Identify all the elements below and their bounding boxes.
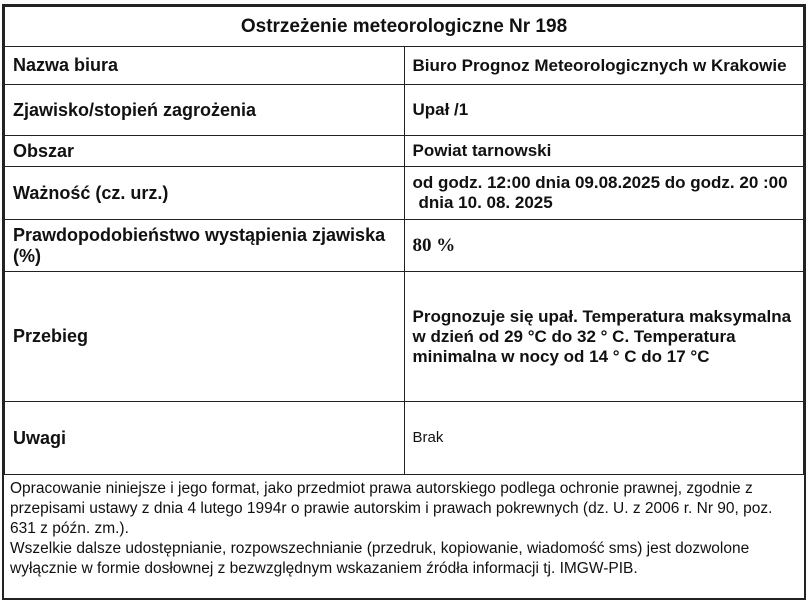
phenomenon-label: Zjawisko/stopień zagrożenia	[5, 85, 405, 136]
course-label: Przebieg	[5, 272, 405, 402]
copyright-footer	[4, 475, 804, 579]
warning-table	[4, 6, 804, 475]
validity-value	[404, 167, 804, 220]
office-value: Biuro Prognoz Meteorologicznych w Krakowie	[404, 47, 804, 85]
phenomenon-value: Upał /1	[404, 85, 804, 136]
table-row	[5, 220, 804, 272]
copyright-paragraph: Opracowanie niniejsze i jego format, jako przedmiot prawa autorskiego podlega ochronie prawnej, zgodnie z przepisami ustawy z dnia 4 lutego 1994r o prawie autorskim i prawach pokrewnych (dz. U. z 2006 r. Nr 90, poz. 631 z późn. zm.).	[10, 480, 773, 537]
area-value: Powiat tarnowski	[404, 136, 804, 167]
validity-line-1: od godz. 12:00 dnia 09.08.2025 do godz. 20 :00	[412, 173, 788, 192]
probability-label: Prawdopodobieństwo wystąpienia zjawiska (%)	[5, 220, 405, 272]
validity-label: Ważność (cz. urz.)	[5, 167, 405, 220]
table-row	[5, 136, 804, 167]
table-row	[5, 167, 804, 220]
course-value: Prognozuje się upał. Temperatura maksymalna w dzień od 29 °C do 32 ° C. Temperatura minimalna w nocy od 14 ° C do 17 °C	[404, 272, 804, 402]
probability-value: 80 %	[404, 220, 804, 272]
area-label: Obszar	[5, 136, 405, 167]
warning-document	[2, 4, 806, 600]
table-row	[5, 47, 804, 85]
validity-line-2: dnia 10. 08. 2025	[418, 193, 553, 212]
office-label: Nazwa biura	[5, 47, 405, 85]
table-row	[5, 85, 804, 136]
redistribution-paragraph: Wszelkie dalsze udostępnianie, rozpowszechnianie (przedruk, kopiowanie, wiadomość sms) jest dozwolone wyłącznie w formie dosłownej z bezwzględnym wskazaniem źródła informacji tj. IMGW-PIB.	[10, 540, 750, 577]
remarks-label: Uwagi	[5, 402, 405, 475]
document-title: Ostrzeżenie meteorologiczne Nr 198	[5, 7, 804, 47]
table-row	[5, 272, 804, 402]
table-row	[5, 402, 804, 475]
remarks-value: Brak	[404, 402, 804, 475]
